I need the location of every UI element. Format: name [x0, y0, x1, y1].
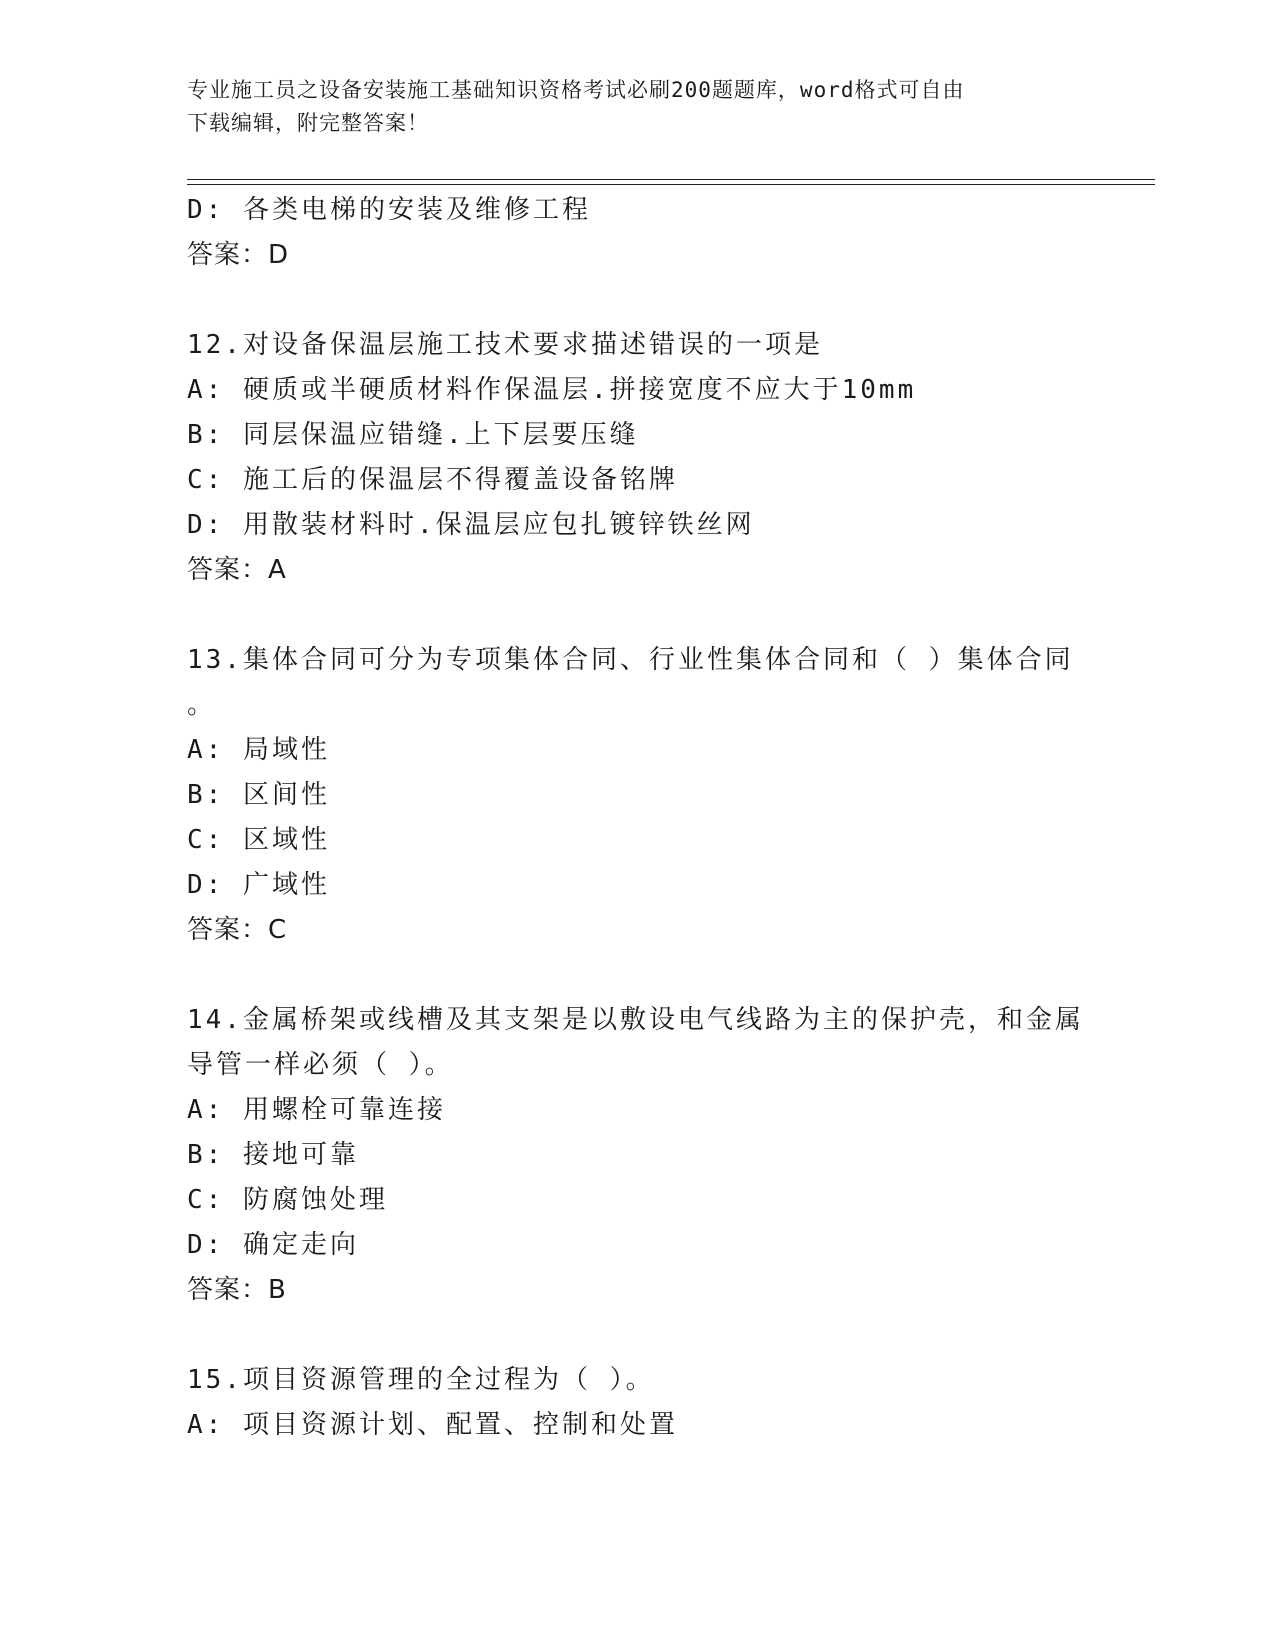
- answer-line: 答案：A: [187, 555, 287, 585]
- answer-line: 答案：D: [187, 240, 290, 270]
- option-line: C: 防腐蚀处理: [187, 1185, 388, 1215]
- answer-line: 答案：B: [187, 1275, 287, 1305]
- option-line: D: 各类电梯的安装及维修工程: [187, 195, 591, 225]
- option-line: A: 局域性: [187, 735, 330, 765]
- option-line: A: 项目资源计划、配置、控制和处置: [187, 1410, 678, 1440]
- header-line-2: 下载编辑，附完整答案！: [187, 111, 429, 135]
- option-line: A: 用螺栓可靠连接: [187, 1095, 446, 1125]
- header-divider-bottom: [187, 184, 1155, 185]
- question-line: 14.金属桥架或线槽及其支架是以敷设电气线路为主的保护壳，和金属: [187, 1005, 1084, 1035]
- question-line: 12.对设备保温层施工技术要求描述错误的一项是: [187, 330, 823, 360]
- option-line: B: 接地可靠: [187, 1140, 359, 1170]
- question-line-continued: 导管一样必须（ ）。: [187, 1050, 454, 1080]
- header-divider-top: [187, 179, 1155, 180]
- option-line: B: 区间性: [187, 780, 330, 810]
- option-line: B: 同层保温应错缝.上下层要压缝: [187, 420, 639, 450]
- option-line: A: 硬质或半硬质材料作保温层.拼接宽度不应大于10mm: [187, 375, 917, 405]
- option-line: C: 区域性: [187, 825, 330, 855]
- question-line-continued: 。: [187, 690, 217, 720]
- question-line: 13.集体合同可分为专项集体合同、行业性集体合同和（ ）集体合同: [187, 645, 1074, 675]
- question-line: 15.项目资源管理的全过程为（ ）。: [187, 1365, 655, 1395]
- option-line: D: 用散装材料时.保温层应包扎镀锌铁丝网: [187, 510, 755, 540]
- option-line: C: 施工后的保温层不得覆盖设备铭牌: [187, 465, 678, 495]
- document-header: [187, 74, 1087, 140]
- header-line-1: 专业施工员之设备安装施工基础知识资格考试必刷200题题库，word格式可自由: [187, 78, 965, 102]
- option-line: D: 确定走向: [187, 1230, 359, 1260]
- option-line: D: 广域性: [187, 870, 330, 900]
- answer-line: 答案：C: [187, 915, 288, 945]
